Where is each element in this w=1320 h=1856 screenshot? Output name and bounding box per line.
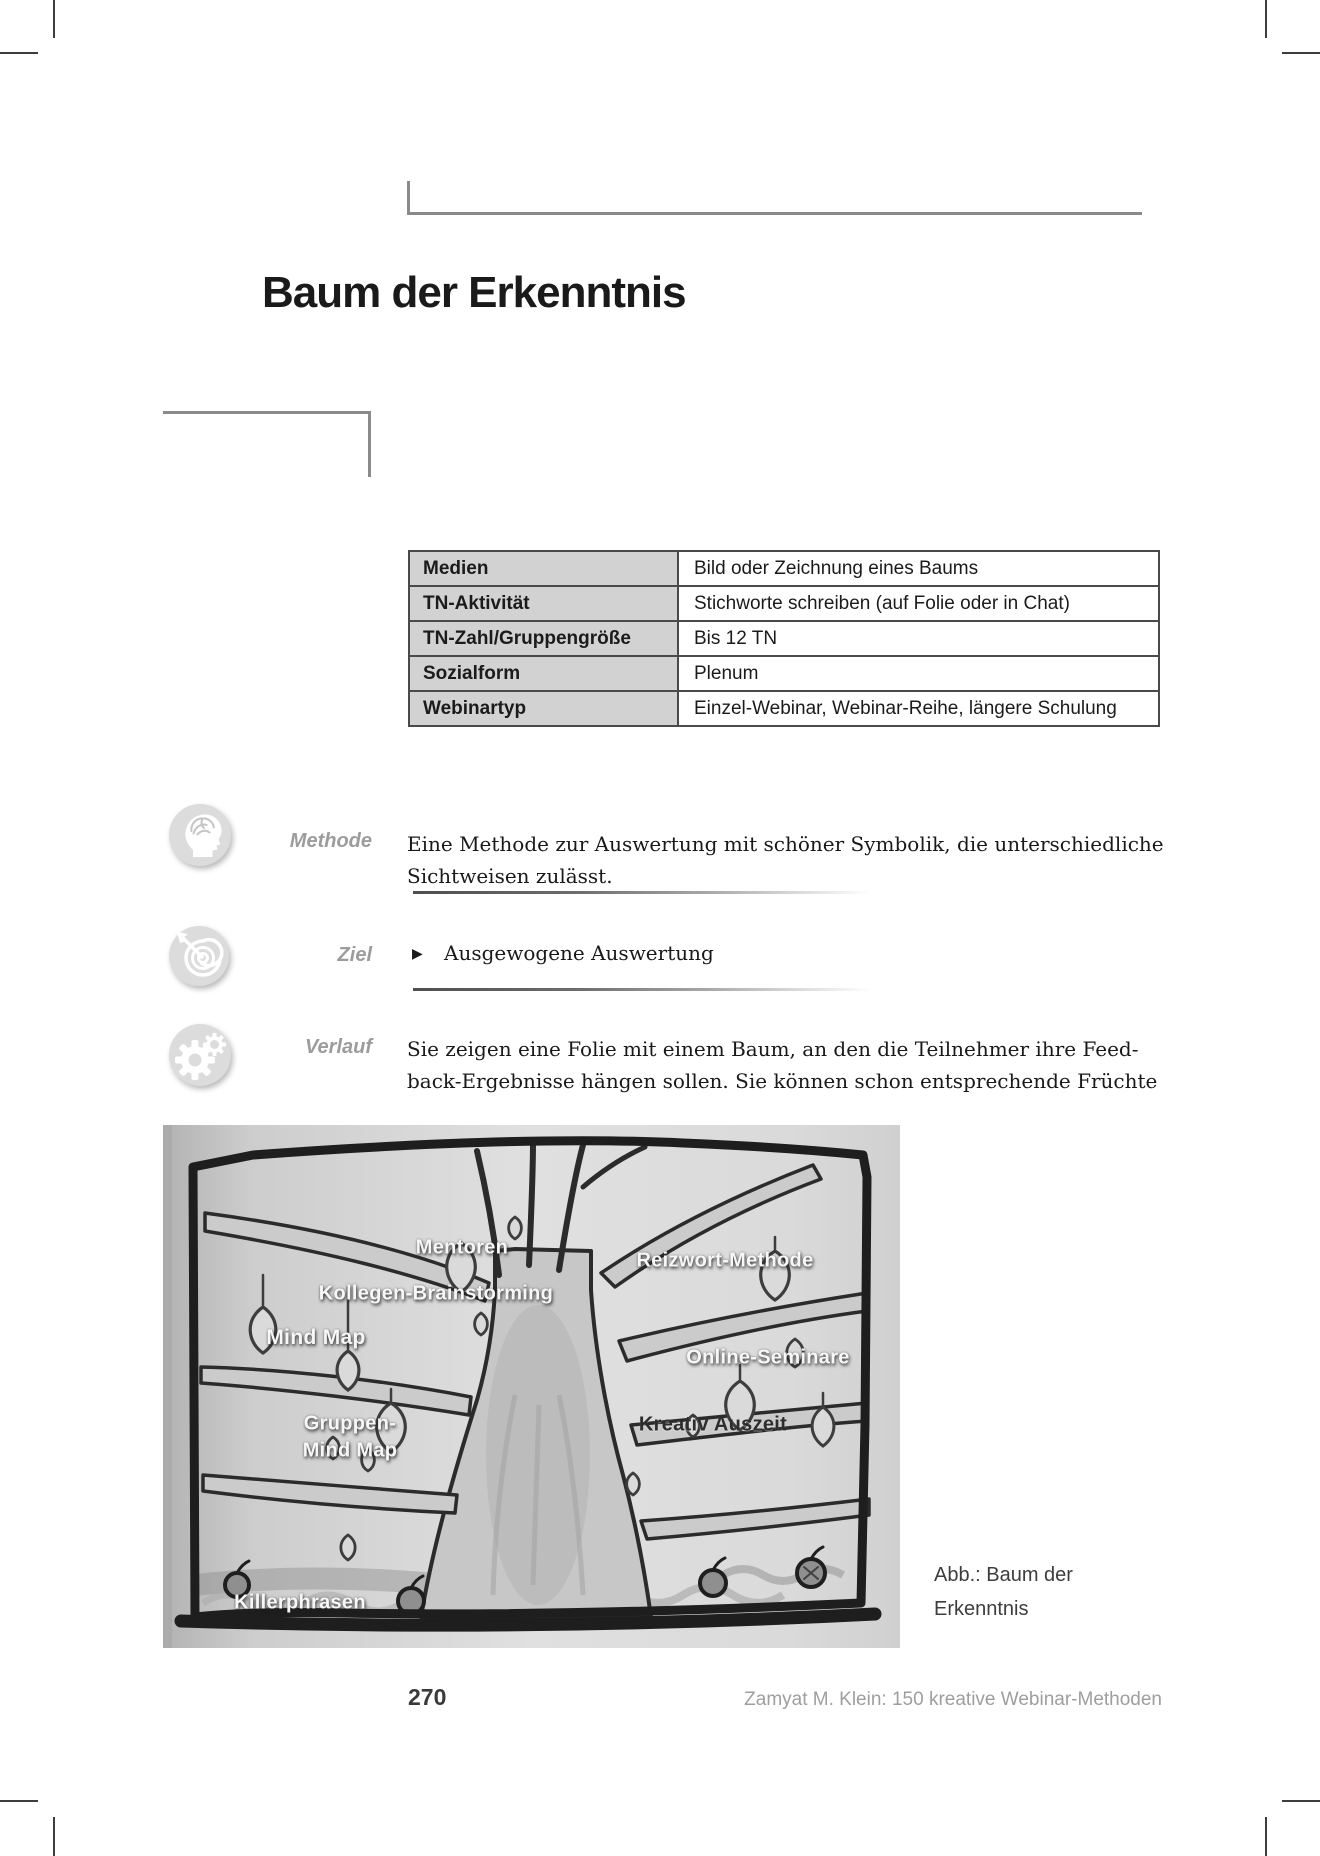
table-row-value: Plenum	[678, 656, 1159, 691]
tree-drawing	[163, 1125, 900, 1648]
methode-text-line2: Sichtweisen zulässt.	[407, 864, 613, 888]
page-number: 270	[408, 1684, 447, 1710]
table-row-value: Einzel-Webinar, Webinar-Reihe, längere Schulung	[678, 691, 1159, 726]
section-label-methode: Methode	[289, 830, 372, 852]
ziel-text: Ausgewogene Auswertung	[444, 941, 714, 965]
tree-label: Mentoren	[415, 1236, 509, 1259]
tree-label: Killerphrasen	[234, 1591, 366, 1614]
table-row-label: Medien	[409, 551, 678, 586]
table-row	[409, 586, 1159, 621]
margin-rule-horizontal	[163, 411, 371, 414]
crop-mark-top-left-h	[0, 52, 38, 54]
header-rule-vertical	[407, 181, 410, 215]
method-info-table	[408, 550, 1160, 727]
crop-mark-bottom-left-v	[53, 1817, 55, 1856]
header-rule-horizontal	[407, 212, 1142, 215]
table-row	[409, 691, 1159, 726]
verlauf-text-line1: Sie zeigen eine Folie mit einem Baum, an den die Teilnehmer ihre Feed-	[407, 1037, 1139, 1061]
verlauf-text-line2: back-Ergebnisse hängen sollen. Sie können schon entsprechende Früchte	[407, 1069, 1158, 1093]
crop-mark-top-left-v	[53, 0, 55, 38]
crop-mark-top-right-v	[1265, 0, 1267, 38]
section-divider	[413, 988, 891, 991]
section-label-ziel: Ziel	[337, 944, 372, 966]
table-row	[409, 621, 1159, 656]
table-row-label: TN-Zahl/Gruppengröße	[409, 621, 678, 656]
tree-label: Gruppen-	[303, 1412, 397, 1435]
ziel-bullet-arrow: ▶	[412, 946, 423, 962]
crop-mark-bottom-right-h	[1282, 1800, 1320, 1802]
margin-rule-vertical	[368, 411, 371, 477]
section-label-verlauf: Verlauf	[304, 1036, 372, 1058]
tree-figure-image	[163, 1125, 900, 1648]
figure-caption	[934, 1558, 1073, 1626]
table-row	[409, 551, 1159, 586]
figure-caption-line1: Abb.: Baum der	[934, 1564, 1073, 1586]
table-row-value: Bild oder Zeichnung eines Baums	[678, 551, 1159, 586]
table-row-label: Sozialform	[409, 656, 678, 691]
table-row-value: Stichworte schreiben (auf Folie oder in Chat)	[678, 586, 1159, 621]
tree-label: Online-Seminare	[686, 1346, 850, 1369]
methode-text-line1: Eine Methode zur Auswertung mit schöner Symbolik, die unterschiedliche	[407, 832, 1164, 856]
page-title: Baum der Erkenntnis	[262, 268, 686, 317]
section-divider	[413, 891, 891, 894]
crop-mark-bottom-right-v	[1265, 1817, 1267, 1856]
table-row-label: Webinartyp	[409, 691, 678, 726]
target-dart-icon	[168, 925, 230, 992]
crop-mark-top-right-h	[1282, 52, 1320, 54]
tree-label: Kreativ Auszeit	[638, 1413, 788, 1436]
footer-book-title: Zamyat M. Klein: 150 kreative Webinar-Methoden	[744, 1689, 1162, 1710]
tree-label: Kollegen-Brainstorming	[318, 1282, 554, 1305]
tree-label: Mind Map	[302, 1439, 398, 1462]
table-row-value: Bis 12 TN	[678, 621, 1159, 656]
table-row-label: TN-Aktivität	[409, 586, 678, 621]
tree-label: Reizwort-Methode	[636, 1249, 814, 1272]
figure-caption-line2: Erkenntnis	[934, 1598, 1029, 1620]
table-row	[409, 656, 1159, 691]
tree-label: Mind Map	[266, 1326, 366, 1349]
crop-mark-bottom-left-h	[0, 1800, 38, 1802]
